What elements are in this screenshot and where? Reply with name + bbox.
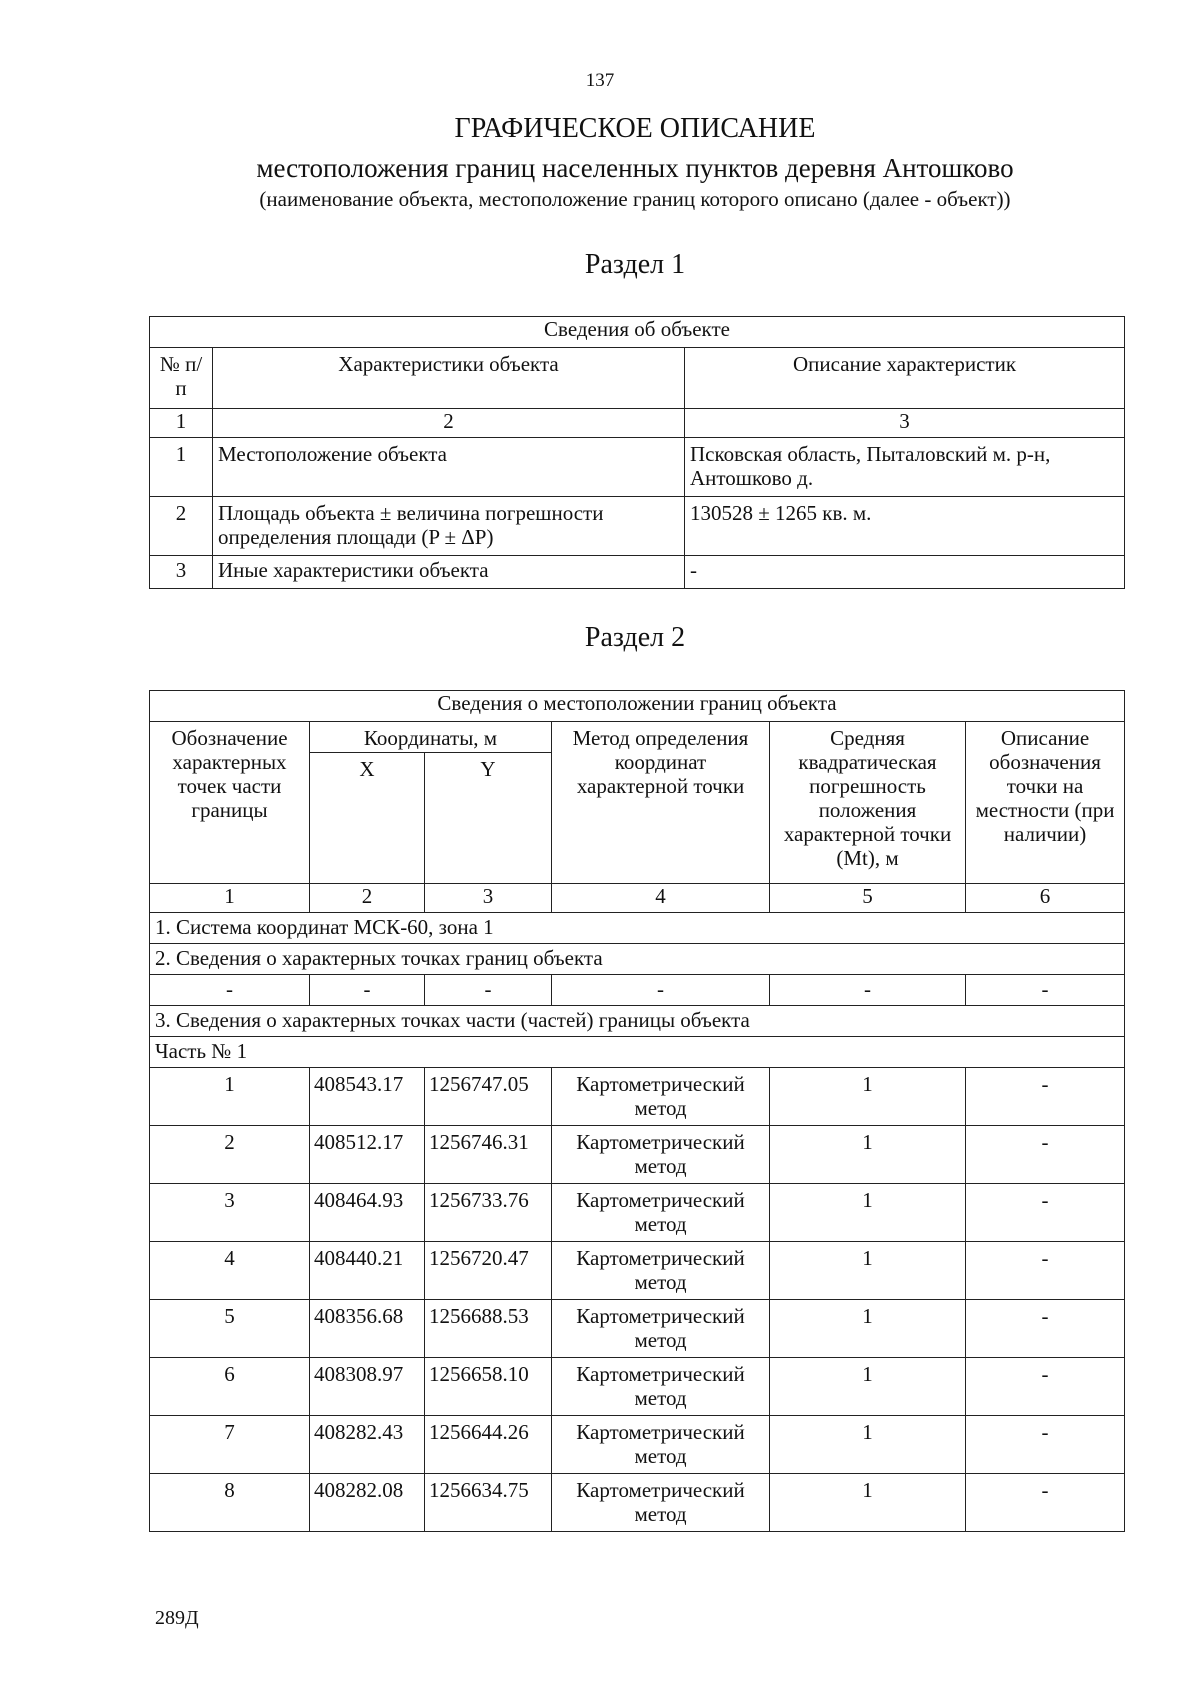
- coord-system-row: [150, 913, 1125, 944]
- row-characteristic: Местоположение объекта: [213, 438, 685, 497]
- row-characteristic: Площадь объекта ± величина погрешности определения площади (P ± ΔP): [213, 497, 685, 556]
- part-label: Часть № 1: [150, 1037, 1125, 1068]
- row-description: 130528 ± 1265 кв. м.: [685, 497, 1125, 556]
- point-number: 8: [150, 1474, 310, 1532]
- point-error: 1: [770, 1358, 966, 1416]
- point-error: 1: [770, 1184, 966, 1242]
- col-number: 3: [425, 884, 552, 913]
- header-characteristic: Характеристики объекта: [213, 348, 685, 409]
- object-info-table: [149, 316, 1125, 589]
- boundary-points-heading-row: [150, 944, 1125, 975]
- empty-cell: -: [966, 975, 1125, 1006]
- col-number: 1: [150, 884, 310, 913]
- table-title-row: [150, 691, 1125, 722]
- point-method: Картометрический метод: [552, 1300, 770, 1358]
- row-number: 1: [150, 438, 213, 497]
- empty-cell: -: [425, 975, 552, 1006]
- col-number: 1: [150, 409, 213, 438]
- point-method: Картометрический метод: [552, 1184, 770, 1242]
- point-y: 1256644.26: [425, 1416, 552, 1474]
- point-description: -: [966, 1184, 1125, 1242]
- point-method: Картометрический метод: [552, 1242, 770, 1300]
- point-number: 1: [150, 1068, 310, 1126]
- part-points-heading-row: [150, 1006, 1125, 1037]
- point-number: 4: [150, 1242, 310, 1300]
- document-title: ГРАФИЧЕСКОЕ ОПИСАНИЕ: [454, 113, 816, 144]
- point-number: 7: [150, 1416, 310, 1474]
- table-row: [150, 1242, 1125, 1300]
- row-characteristic: Иные характеристики объекта: [213, 556, 685, 589]
- point-x: 408543.17: [310, 1068, 425, 1126]
- col-number: 4: [552, 884, 770, 913]
- point-description: -: [966, 1416, 1125, 1474]
- table-row: [150, 1474, 1125, 1532]
- table-row: [150, 1184, 1125, 1242]
- point-method: Картометрический метод: [552, 1068, 770, 1126]
- header-description: Описание характеристик: [685, 348, 1125, 409]
- point-x: 408464.93: [310, 1184, 425, 1242]
- point-description: -: [966, 1242, 1125, 1300]
- point-y: 1256688.53: [425, 1300, 552, 1358]
- empty-cell: -: [150, 975, 310, 1006]
- point-number: 3: [150, 1184, 310, 1242]
- table-row: [150, 438, 1125, 497]
- table-header-row: [150, 722, 1125, 753]
- table-title-row: [150, 317, 1125, 348]
- footer-code: 289Д: [155, 1607, 199, 1629]
- point-error: 1: [770, 1068, 966, 1126]
- header-point-designation: Обозначение характерных точек части границы: [150, 722, 310, 884]
- row-number: 3: [150, 556, 213, 589]
- table-row: [150, 556, 1125, 589]
- point-error: 1: [770, 1300, 966, 1358]
- point-y: 1256720.47: [425, 1242, 552, 1300]
- point-y: 1256733.76: [425, 1184, 552, 1242]
- point-method: Картометрический метод: [552, 1126, 770, 1184]
- coord-system: 1. Система координат МСК-60, зона 1: [150, 913, 1125, 944]
- table-row: [150, 1126, 1125, 1184]
- header-y: Y: [425, 753, 552, 884]
- document-subtitle: местоположения границ населенных пунктов деревня Антошково: [256, 153, 1014, 183]
- point-x: 408308.97: [310, 1358, 425, 1416]
- header-coordinates: Координаты, м: [310, 722, 552, 753]
- document-subtitle-note: (наименование объекта, местоположение границ которого описано (далее - объект)): [259, 187, 1011, 211]
- table-header-row: [150, 348, 1125, 409]
- header-method: Метод определения координат характерной точки: [552, 722, 770, 884]
- header-x: X: [310, 753, 425, 884]
- column-number-row: [150, 884, 1125, 913]
- header-number: № п/п: [150, 348, 213, 409]
- row-description: -: [685, 556, 1125, 589]
- col-number: 6: [966, 884, 1125, 913]
- table-row: [150, 1300, 1125, 1358]
- table-row: [150, 1068, 1125, 1126]
- col-number: 5: [770, 884, 966, 913]
- empty-cell: -: [770, 975, 966, 1006]
- point-method: Картометрический метод: [552, 1474, 770, 1532]
- point-y: 1256658.10: [425, 1358, 552, 1416]
- point-description: -: [966, 1358, 1125, 1416]
- empty-cell: -: [310, 975, 425, 1006]
- row-number: 2: [150, 497, 213, 556]
- point-method: Картометрический метод: [552, 1416, 770, 1474]
- part-label-row: [150, 1037, 1125, 1068]
- header-point-description: Описание обозначения точки на местности (при наличии): [966, 722, 1125, 884]
- point-x: 408512.17: [310, 1126, 425, 1184]
- column-number-row: [150, 409, 1125, 438]
- point-y: 1256634.75: [425, 1474, 552, 1532]
- row-description: Псковская область, Пыталовский м. р-н, Антошково д.: [685, 438, 1125, 497]
- point-x: 408356.68: [310, 1300, 425, 1358]
- col-number: 2: [213, 409, 685, 438]
- object-info-table-title: Сведения об объекте: [150, 317, 1125, 348]
- point-number: 6: [150, 1358, 310, 1416]
- table-row: [150, 1416, 1125, 1474]
- point-description: -: [966, 1126, 1125, 1184]
- empty-cell: -: [552, 975, 770, 1006]
- table-row: [150, 497, 1125, 556]
- point-description: -: [966, 1068, 1125, 1126]
- header-error: Средняя квадратическая погрешность положения характерной точки (Mt), м: [770, 722, 966, 884]
- table-row: [150, 1358, 1125, 1416]
- point-x: 408282.43: [310, 1416, 425, 1474]
- col-number: 3: [685, 409, 1125, 438]
- point-y: 1256747.05: [425, 1068, 552, 1126]
- point-x: 408282.08: [310, 1474, 425, 1532]
- point-x: 408440.21: [310, 1242, 425, 1300]
- boundary-points-table: [149, 690, 1125, 1532]
- boundary-table-title: Сведения о местоположении границ объекта: [150, 691, 1125, 722]
- point-method: Картометрический метод: [552, 1358, 770, 1416]
- boundary-points-heading: 2. Сведения о характерных точках границ объекта: [150, 944, 1125, 975]
- point-description: -: [966, 1300, 1125, 1358]
- point-error: 1: [770, 1126, 966, 1184]
- point-number: 5: [150, 1300, 310, 1358]
- point-description: -: [966, 1474, 1125, 1532]
- point-error: 1: [770, 1474, 966, 1532]
- part-points-heading: 3. Сведения о характерных точках части (частей) границы объекта: [150, 1006, 1125, 1037]
- points-body: [150, 1068, 1125, 1532]
- page-number: 137: [585, 70, 615, 91]
- table-row: [150, 975, 1125, 1006]
- point-number: 2: [150, 1126, 310, 1184]
- point-error: 1: [770, 1416, 966, 1474]
- col-number: 2: [310, 884, 425, 913]
- point-y: 1256746.31: [425, 1126, 552, 1184]
- point-error: 1: [770, 1242, 966, 1300]
- section-1-heading: Раздел 1: [584, 249, 686, 280]
- section-2-heading: Раздел 2: [584, 622, 686, 653]
